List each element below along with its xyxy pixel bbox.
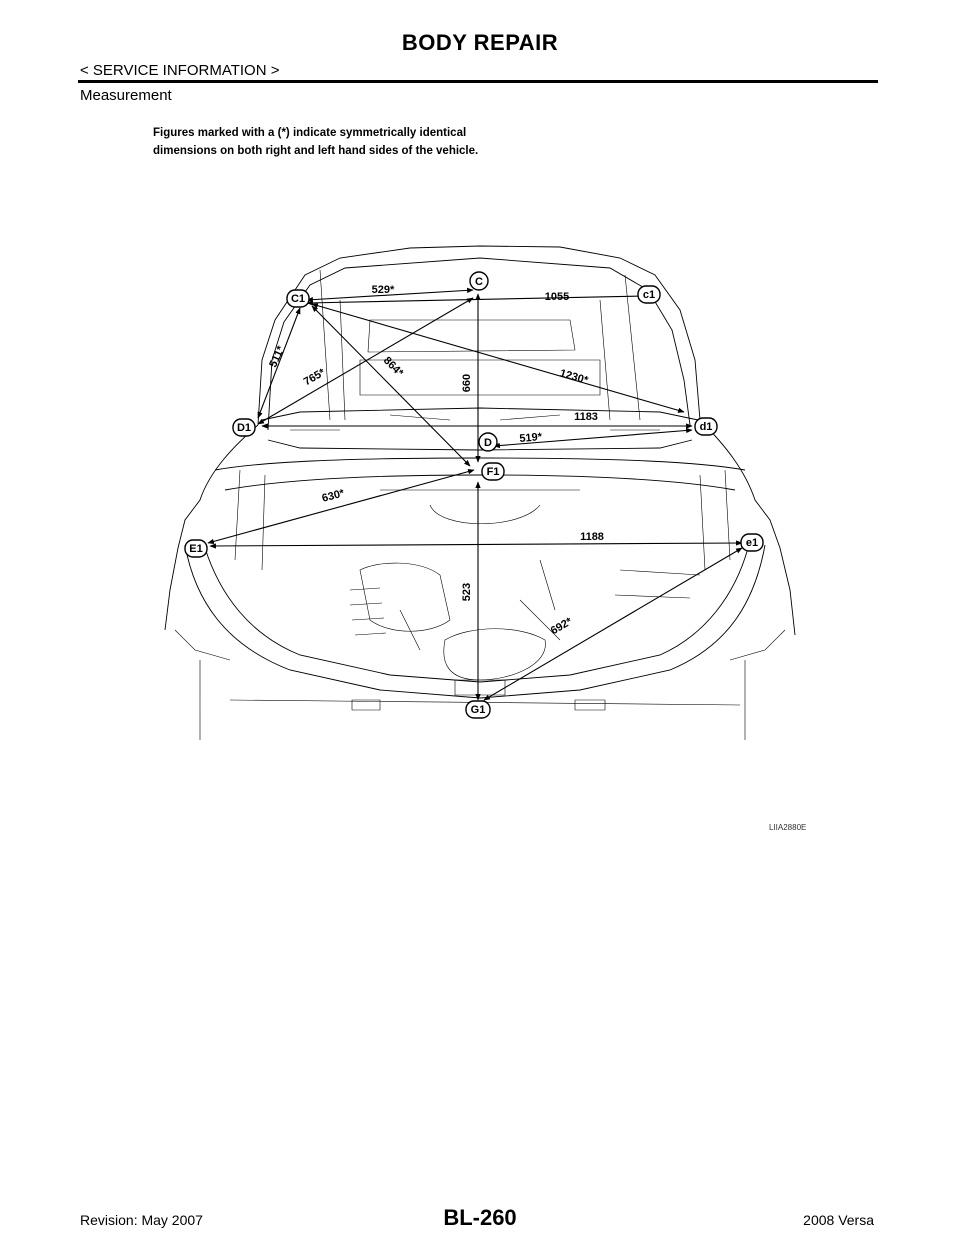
- subsection-title: Measurement: [80, 87, 172, 104]
- dim-529: 529*: [371, 284, 395, 296]
- dim-1055: 1055: [544, 291, 570, 303]
- model-label: 2008 Versa: [803, 1212, 874, 1228]
- dim-1183: 1183: [574, 411, 598, 423]
- point-c1: [638, 286, 660, 303]
- dim-692: 692*: [548, 615, 575, 638]
- figure-code: LIIA2880E: [769, 823, 807, 832]
- point-C1-label: C1: [290, 293, 306, 305]
- dimension-lines: [208, 290, 742, 700]
- page-title: BODY REPAIR: [401, 30, 559, 55]
- dim-660: 660: [461, 373, 473, 393]
- note-line-2: dimensions on both right and left hand sides of the vehicle.: [153, 145, 479, 157]
- point-E1: [185, 540, 207, 557]
- dim-864: 864*: [380, 354, 406, 380]
- point-D1-label: D1: [236, 422, 252, 434]
- point-C-label: C: [475, 276, 483, 288]
- point-d1-label: d1: [699, 421, 713, 433]
- point-D-label: D: [484, 437, 492, 449]
- dim-1230: 1230*: [558, 367, 590, 387]
- dim-519: 519*: [518, 431, 543, 445]
- point-e1: [741, 534, 763, 551]
- dim-630: 630*: [320, 487, 346, 505]
- dim-765: 765*: [301, 366, 328, 389]
- header-rule: [78, 80, 878, 83]
- point-d1: [695, 418, 717, 435]
- point-e1-label: e1: [745, 537, 759, 549]
- page-number: BL-260: [443, 1205, 517, 1230]
- dim-511: 511*: [267, 344, 288, 370]
- dim-1188: 1188: [580, 531, 604, 543]
- point-C: [470, 272, 488, 290]
- dim-523: 523: [461, 582, 473, 602]
- point-D: [479, 433, 497, 451]
- rear-body-diagram: [150, 230, 810, 750]
- note-line-1: Figures marked with a (*) indicate symmetrically identical: [153, 127, 467, 139]
- section-label: < SERVICE INFORMATION >: [80, 62, 280, 79]
- point-c1-label: c1: [642, 289, 656, 301]
- revision-date: Revision: May 2007: [80, 1212, 203, 1228]
- point-F1: [482, 463, 504, 480]
- point-G1: [466, 701, 490, 718]
- point-D1: [233, 419, 255, 436]
- body-outline: [165, 246, 795, 740]
- symmetry-note: [153, 124, 553, 160]
- point-E1-label: E1: [189, 543, 203, 555]
- point-F1-label: F1: [486, 466, 500, 478]
- point-C1: [287, 290, 309, 307]
- point-G1-label: G1: [470, 704, 486, 716]
